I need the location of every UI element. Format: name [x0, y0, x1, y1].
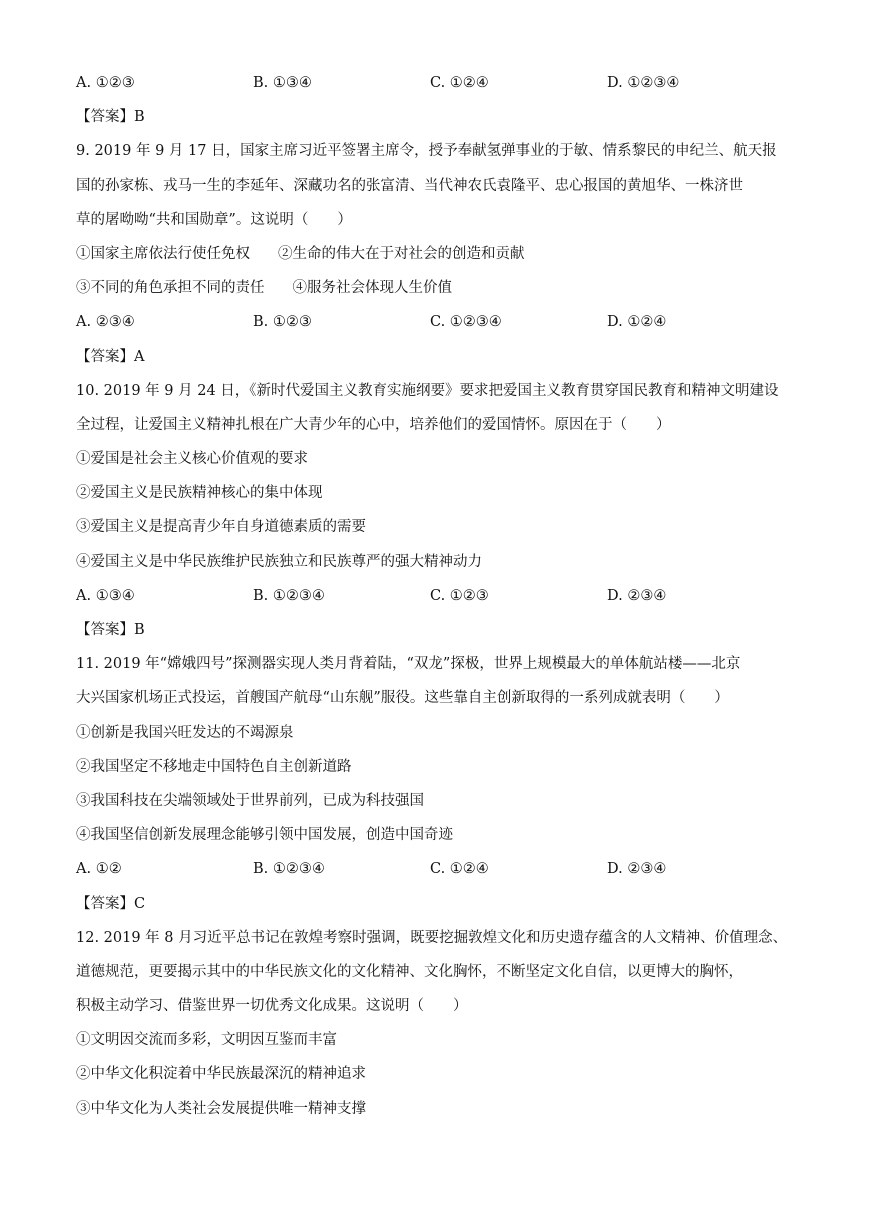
- statement: ②爱国主义是民族精神核心的集中体现: [76, 485, 323, 502]
- option-c: C. ①②④: [430, 861, 489, 878]
- option-a: A. ①③④: [76, 587, 135, 604]
- statement: ①文明因交流而多彩，文明因互鉴而丰富: [76, 1032, 337, 1049]
- answer-key: 【答案】A: [76, 348, 145, 365]
- question-12: [76, 925, 796, 1130]
- answer-key: 【答案】C: [76, 895, 146, 912]
- answer-options: [76, 583, 796, 617]
- document-page: [76, 70, 796, 1130]
- statement: ③爱国主义是提高青少年自身道德素质的需要: [76, 519, 366, 536]
- option-c: C. ①②③: [430, 587, 489, 604]
- question-stem-line: 国的孙家栋、戎马一生的李延年、深藏功名的张富清、当代神农氏袁隆平、忠心报国的黄旭华、一株济世: [76, 177, 743, 194]
- statement: ③我国科技在尖端领域处于世界前列，已成为科技强国: [76, 792, 424, 809]
- option-a: A. ①②③: [76, 75, 135, 91]
- question-stem-line: 11. 2019 年“嫦娥四号”探测器实现人类月背着陆，“双龙”探极，世界上规模最大的单体航站楼——北京: [76, 656, 741, 673]
- statement: ④我国坚信创新发展理念能够引领中国发展，创造中国奇迹: [76, 827, 453, 844]
- question-stem-line: 全过程，让爱国主义精神扎根在广大青少年的心中，培养他们的爱国情怀。原因在于（ ）: [76, 416, 671, 433]
- question-9: [76, 138, 796, 377]
- option-b: B. ①②③④: [253, 587, 325, 604]
- answer-options: [76, 856, 796, 890]
- question-11: [76, 651, 796, 925]
- statement: ③中华文化为人类社会发展提供唯一精神支撑: [76, 1100, 366, 1117]
- statement: ①爱国是社会主义核心价值观的要求: [76, 451, 308, 468]
- answer-options: [76, 70, 796, 104]
- option-d: D. ②③④: [607, 861, 667, 878]
- option-a: A. ②③④: [76, 314, 135, 331]
- statement: ②中华文化积淀着中华民族最深沉的精神追求: [76, 1066, 366, 1083]
- question-stem-line: 草的屠呦呦“共和国勋章”。这说明（ ）: [76, 211, 352, 228]
- option-d: D. ①②④: [607, 314, 667, 331]
- option-d: D. ①②③④: [607, 75, 680, 91]
- option-d: D. ②③④: [607, 587, 667, 604]
- question-stem-line: 大兴国家机场正式投运，首艘国产航母“山东舰”服役。这些靠自主创新取得的一系列成就表明（ ）: [76, 690, 729, 707]
- question-stem-line: 道德规范，更要揭示其中的中华民族文化的文化精神、文化胸怀，不断坚定文化自信，以更博大的胸怀，: [76, 963, 743, 980]
- question-10: [76, 378, 796, 652]
- statement: ①创新是我国兴旺发达的不竭源泉: [76, 724, 294, 741]
- statement: ①国家主席依法行使任免权: [76, 245, 250, 262]
- statement: ④服务社会体现人生价值: [292, 280, 452, 297]
- question-stem-line: 9. 2019 年 9 月 17 日，国家主席习近平签署主席令，授予奉献氢弹事业的于敏、情系黎民的申纪兰、航天报: [76, 143, 777, 160]
- option-b: B. ①②③④: [253, 861, 325, 878]
- statement: ④爱国主义是中华民族维护民族独立和民族尊严的强大精神动力: [76, 553, 482, 570]
- answer-key: 【答案】B: [76, 622, 145, 638]
- statement: ②生命的伟大在于对社会的创造和贡献: [278, 245, 525, 262]
- statement-row: [76, 241, 796, 275]
- option-b: B. ①②③: [253, 314, 312, 331]
- statement: ③不同的角色承担不同的责任: [76, 280, 265, 297]
- statement: ②我国坚定不移地走中国特色自主创新道路: [76, 758, 352, 775]
- question-stem-line: 12. 2019 年 8 月习近平总书记在敦煌考察时强调，既要挖掘敦煌文化和历史遗存蕴含的人文精神、价值理念、: [76, 929, 788, 946]
- option-a: A. ①②: [76, 861, 122, 878]
- question-stem-line: 10. 2019 年 9 月 24 日，《新时代爱国主义教育实施纲要》要求把爱国主义教育贯穿国民教育和精神文明建设: [76, 382, 779, 399]
- option-b: B. ①③④: [253, 75, 312, 91]
- statement-row: [76, 275, 796, 309]
- answer-key: 【答案】B: [76, 109, 145, 126]
- option-c: C. ①②③④: [430, 314, 502, 331]
- question-stem-line: 积极主动学习、借鉴世界一切优秀文化成果。这说明（ ）: [76, 998, 468, 1015]
- answer-options: [76, 309, 796, 343]
- option-c: C. ①②④: [430, 75, 489, 91]
